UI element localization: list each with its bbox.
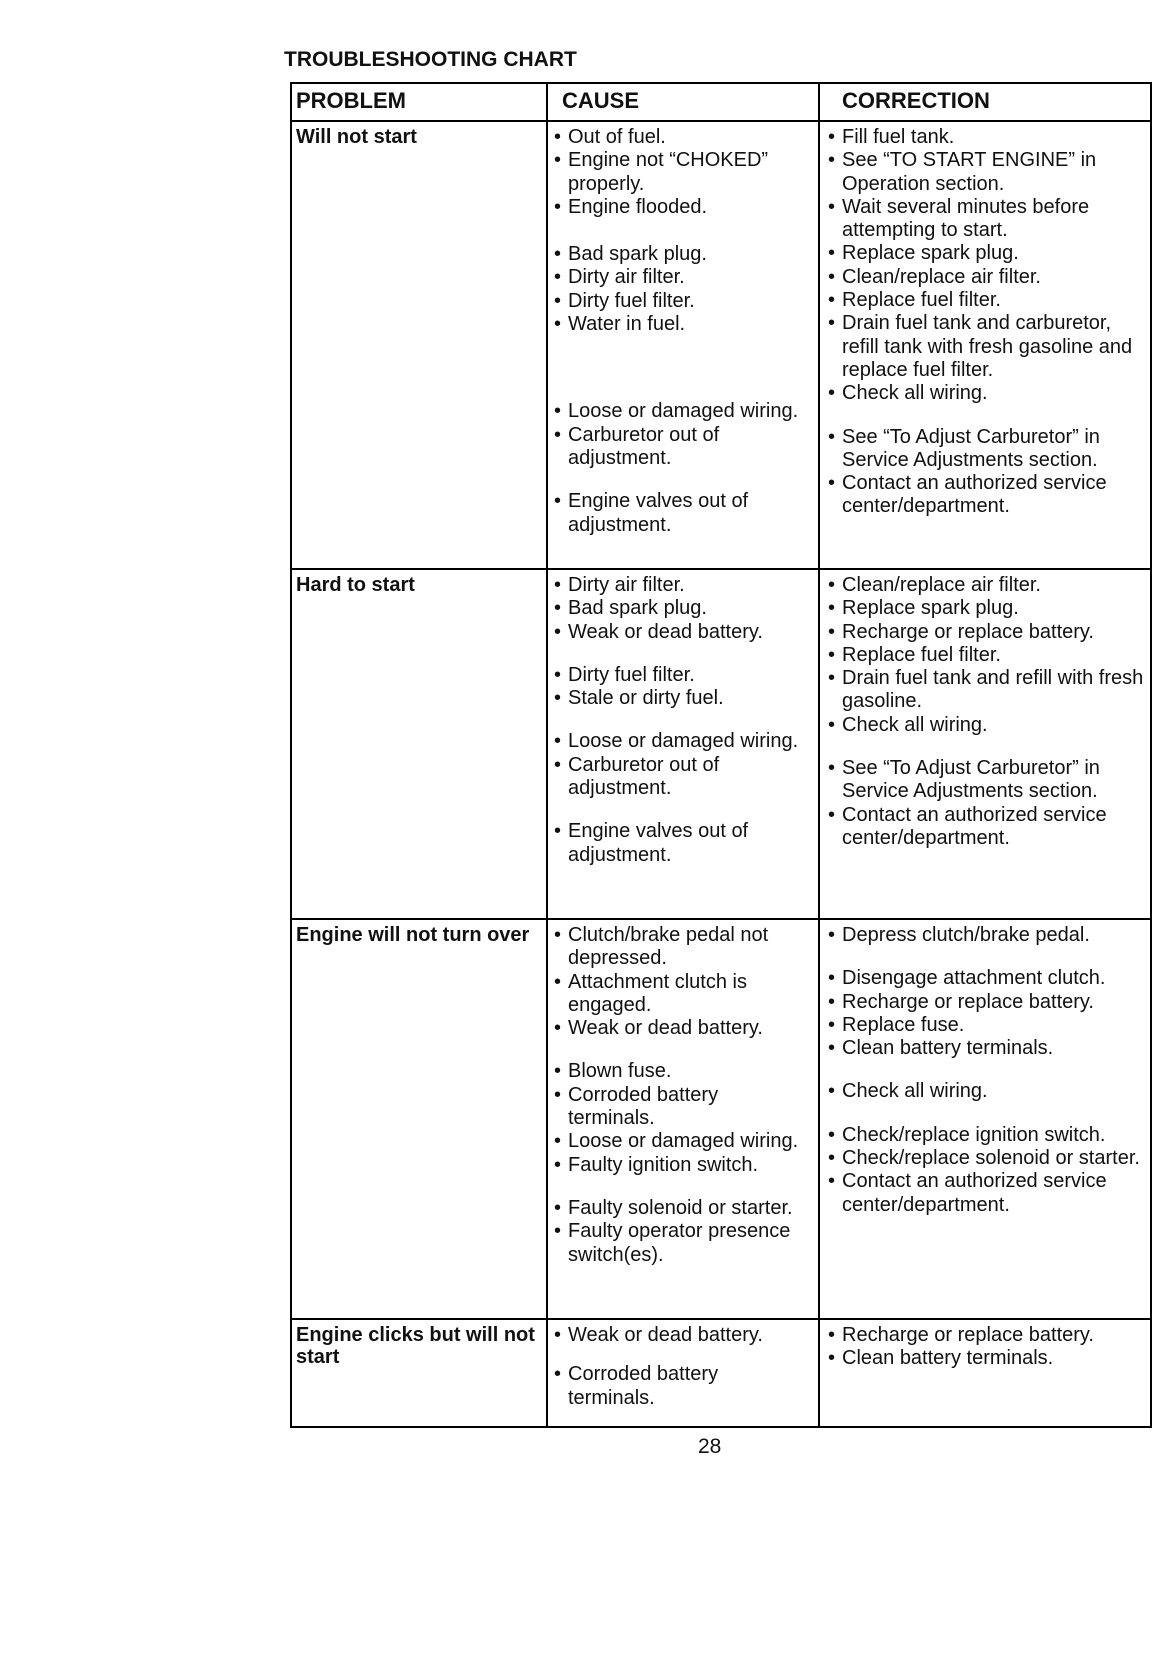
correction-item: • Clean/replace air filter. xyxy=(828,266,1146,289)
causes-hard-to-start xyxy=(554,574,810,867)
correction-item: • Check all wiring. xyxy=(828,714,1146,737)
cause-item: • Dirty fuel filter. xyxy=(554,664,810,687)
correction-item: • Drain fuel tank and carburetor, refill tank with fresh gasoline and replace fuel filter. xyxy=(828,312,1146,382)
cause-item: • Faulty operator presence switch(es). xyxy=(554,1220,810,1267)
corrections-engine-will-not-turn-over xyxy=(828,924,1146,1217)
correction-item: • Wait several minutes before attempting to start. xyxy=(828,196,1146,243)
cause-item: • Clutch/brake pedal not depressed. xyxy=(554,924,810,971)
correction-item: • Clean/replace air filter. xyxy=(828,574,1146,597)
correction-item: • Check/replace ignition switch. xyxy=(828,1124,1146,1147)
correction-item: • Disengage attachment clutch. xyxy=(828,967,1146,990)
correction-item: • Recharge or replace battery. xyxy=(828,621,1146,644)
correction-item: • Replace spark plug. xyxy=(828,597,1146,620)
column-divider xyxy=(818,84,820,1426)
problem-hard-to-start: Hard to start xyxy=(296,574,415,596)
cause-item: • Loose or damaged wiring. xyxy=(554,1130,810,1153)
cause-item: • Dirty air filter. xyxy=(554,266,810,289)
cause-item: • Carburetor out of adjustment. xyxy=(554,754,810,801)
cause-item: • Engine valves out of adjustment. xyxy=(554,820,810,867)
correction-item: • Replace fuel filter. xyxy=(828,644,1146,667)
row-divider xyxy=(292,918,1150,920)
cause-item: • Bad spark plug. xyxy=(554,243,810,266)
correction-item: • Contact an authorized service center/department. xyxy=(828,804,1146,851)
cause-item: • Out of fuel. xyxy=(554,126,810,149)
cause-item: • Dirty air filter. xyxy=(554,574,810,597)
problem-will-not-start: Will not start xyxy=(296,126,417,148)
correction-item: • Drain fuel tank and refill with fresh gasoline. xyxy=(828,667,1146,714)
problem-engine-will-not-turn-over: Engine will not turn over xyxy=(296,924,530,946)
chart-title: TROUBLESHOOTING CHART xyxy=(284,48,577,71)
causes-engine-will-not-turn-over xyxy=(554,924,810,1267)
row-divider xyxy=(292,568,1150,570)
cause-item: • Loose or damaged wiring. xyxy=(554,400,810,423)
corrections-engine-clicks xyxy=(828,1324,1146,1371)
cause-item: • Engine flooded. xyxy=(554,196,810,219)
correction-item: • Replace spark plug. xyxy=(828,242,1146,265)
correction-item: • See “To Adjust Carburetor” in Service Adjustments section. xyxy=(828,426,1146,473)
correction-item: • Check all wiring. xyxy=(828,382,1146,405)
cause-item: • Corroded battery terminals. xyxy=(554,1084,810,1131)
cause-item: • Faulty solenoid or starter. xyxy=(554,1197,810,1220)
cause-item: • Loose or damaged wiring. xyxy=(554,730,810,753)
correction-item: • See “TO START ENGINE” in Operation section. xyxy=(828,149,1146,196)
cause-item: • Dirty fuel filter. xyxy=(554,290,810,313)
causes-will-not-start xyxy=(554,126,810,537)
troubleshooting-table xyxy=(290,82,1152,1428)
correction-item: • Clean battery terminals. xyxy=(828,1037,1146,1060)
cause-item: • Carburetor out of adjustment. xyxy=(554,424,810,471)
row-divider xyxy=(292,1318,1150,1320)
correction-item: • Contact an authorized service center/department. xyxy=(828,472,1146,519)
header-cause: CAUSE xyxy=(562,88,640,113)
corrections-hard-to-start xyxy=(828,574,1146,850)
header-correction: CORRECTION xyxy=(842,88,990,113)
header-divider xyxy=(292,120,1150,122)
correction-item: • Fill fuel tank. xyxy=(828,126,1146,149)
cause-item: • Water in fuel. xyxy=(554,313,810,336)
correction-item: • Recharge or replace battery. xyxy=(828,991,1146,1014)
correction-item: • Depress clutch/brake pedal. xyxy=(828,924,1146,947)
correction-item: • Clean battery terminals. xyxy=(828,1347,1146,1370)
cause-item: • Engine not “CHOKED” properly. xyxy=(554,149,810,196)
correction-item: • Check all wiring. xyxy=(828,1080,1146,1103)
correction-item: • Replace fuse. xyxy=(828,1014,1146,1037)
cause-item: • Weak or dead battery. xyxy=(554,621,810,644)
correction-item: • Check/replace solenoid or starter. xyxy=(828,1147,1146,1170)
correction-item: • Recharge or replace battery. xyxy=(828,1324,1146,1347)
cause-item: • Faulty ignition switch. xyxy=(554,1154,810,1177)
cause-item: • Blown fuse. xyxy=(554,1060,810,1083)
problem-engine-clicks-but-will-not-start: Engine clicks but will not start xyxy=(296,1324,535,1368)
cause-item: • Attachment clutch is engaged. xyxy=(554,971,810,1018)
correction-item: • See “To Adjust Carburetor” in Service Adjustments section. xyxy=(828,757,1146,804)
cause-item: • Weak or dead battery. xyxy=(554,1017,810,1040)
column-divider xyxy=(546,84,548,1426)
correction-item: • Replace fuel filter. xyxy=(828,289,1146,312)
causes-engine-clicks xyxy=(554,1324,810,1410)
correction-item: • Contact an authorized service center/department. xyxy=(828,1170,1146,1217)
cause-item: • Stale or dirty fuel. xyxy=(554,687,810,710)
cause-item: • Corroded battery terminals. xyxy=(554,1363,810,1410)
cause-item: • Weak or dead battery. xyxy=(554,1324,810,1347)
page-number: 28 xyxy=(698,1435,722,1458)
corrections-will-not-start xyxy=(828,126,1146,519)
cause-item: • Engine valves out of adjustment. xyxy=(554,490,810,537)
header-problem: PROBLEM xyxy=(296,88,406,113)
cause-item: • Bad spark plug. xyxy=(554,597,810,620)
